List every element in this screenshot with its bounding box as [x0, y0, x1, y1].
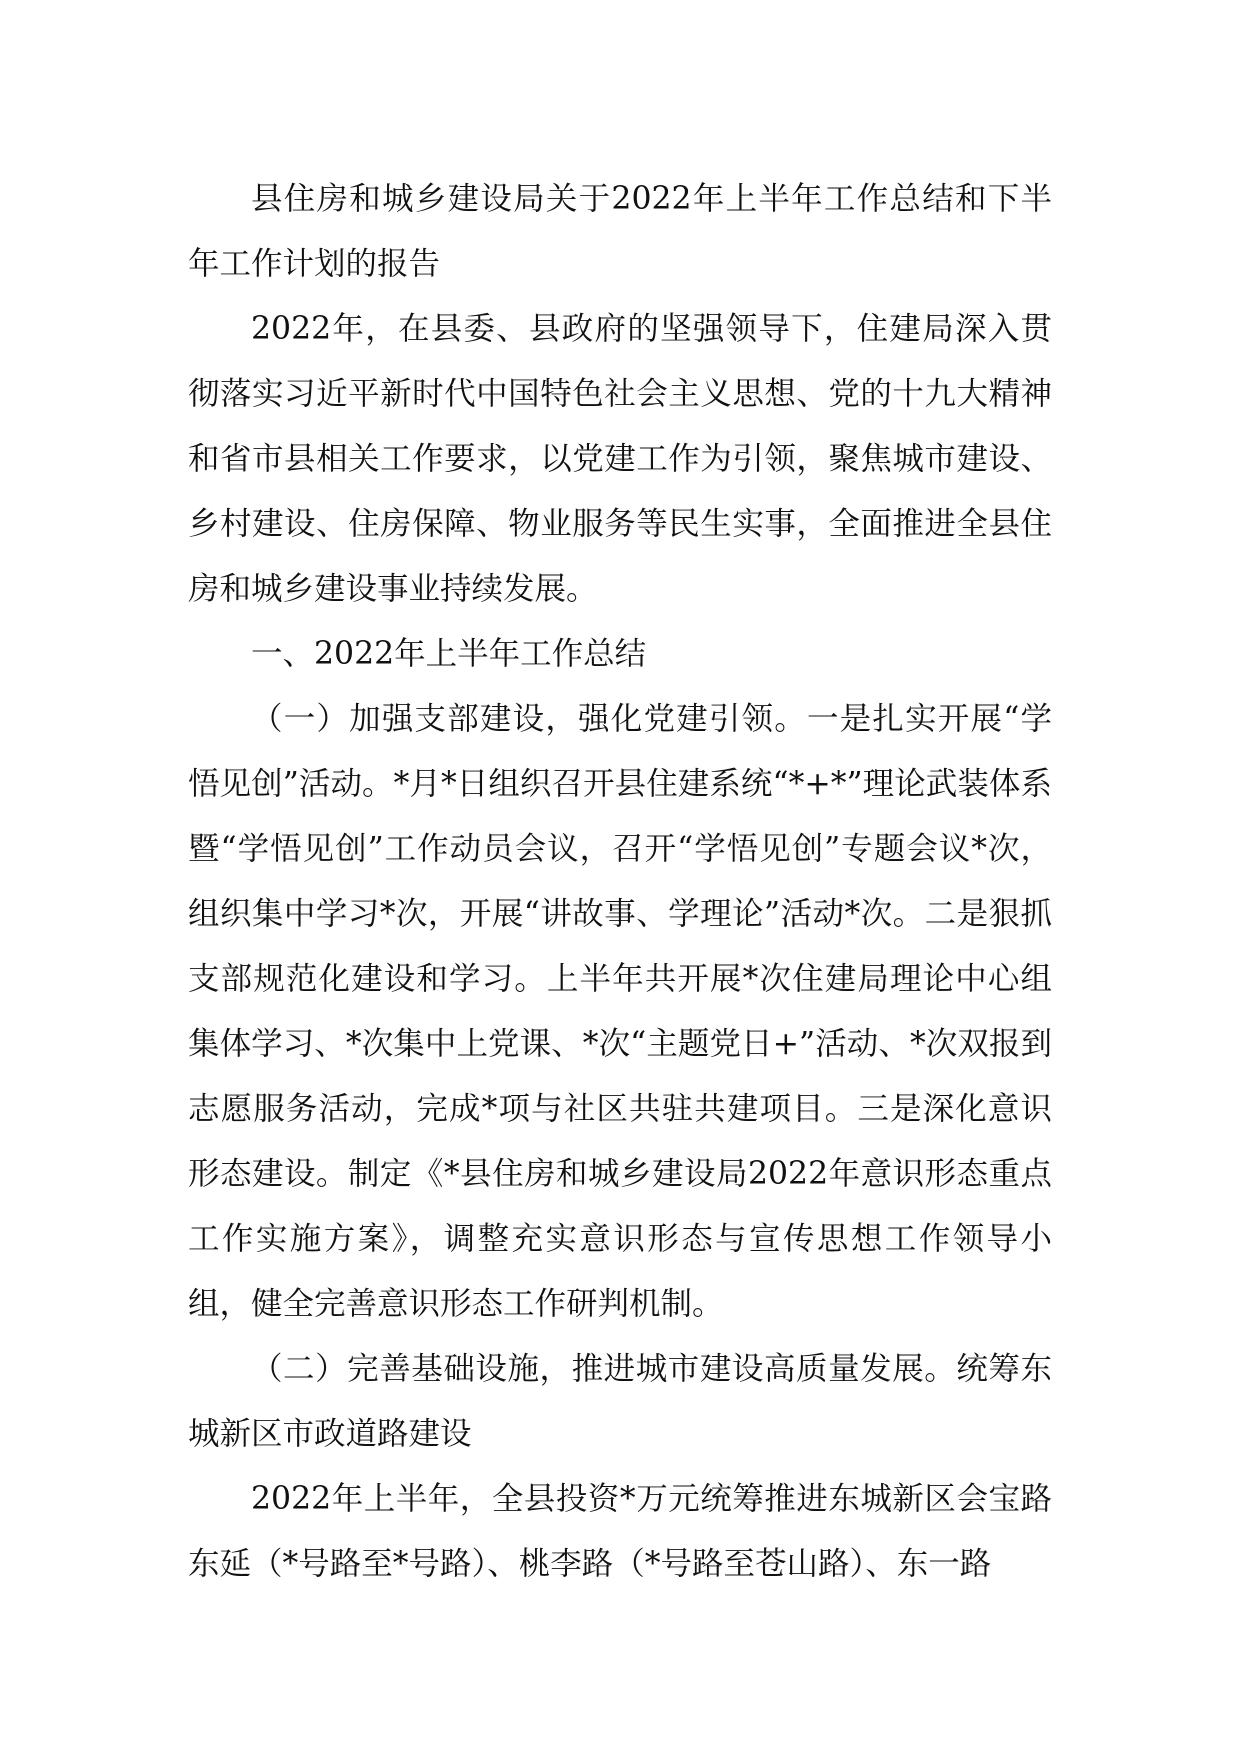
document-title: 县住房和城乡建设局关于2022年上半年工作总结和下半年工作计划的报告 — [188, 181, 1052, 282]
intro-paragraph: 2022年，在县委、县政府的坚强领导下，住建局深入贯彻落实习近平新时代中国特色社会主义思想、党的十九大精神和省市县相关工作要求，以党建工作为引领，聚焦城市建设、乡村建设、住房保障、物业服务等民生实事，全面推进全县住房和城乡建设事业持续发展。 — [188, 311, 1052, 607]
item-paragraph: （二）完善基础设施，推进城市建设高质量发展。统筹东城新区市政道路建设 — [188, 1351, 1052, 1452]
item-paragraph: （一）加强支部建设，强化党建引领。一是扎实开展“学悟见创”活动。*月*日组织召开县住建系统“*+*”理论武装体系暨“学悟见创”工作动员会议，召开“学悟见创”专题会议*次，组织集中学习*次，开展“讲故事、学理论”活动*次。二是狠抓支部规范化建设和学习。上半年共开展*次住建局理论中心组集体学习、*次集中上党课、*次“主题党日+”活动、*次双报到志愿服务活动，完成*项与社区共驻共建项目。三是深化意识形态建设。制定《*县住房和城乡建设局2022年意识形态重点工作实施方案》，调整充实意识形态与宣传思想工作领导小组，健全完善意识形态工作研判机制。 — [188, 701, 1052, 1322]
document-body — [188, 167, 1052, 1597]
item-detail-paragraph: 2022年上半年，全县投资*万元统筹推进东城新区会宝路东延（*号路至*号路）、桃李路（*号路至苍山路）、东一路 — [188, 1481, 1052, 1582]
section-heading: 一、2022年上半年工作总结 — [251, 636, 647, 672]
